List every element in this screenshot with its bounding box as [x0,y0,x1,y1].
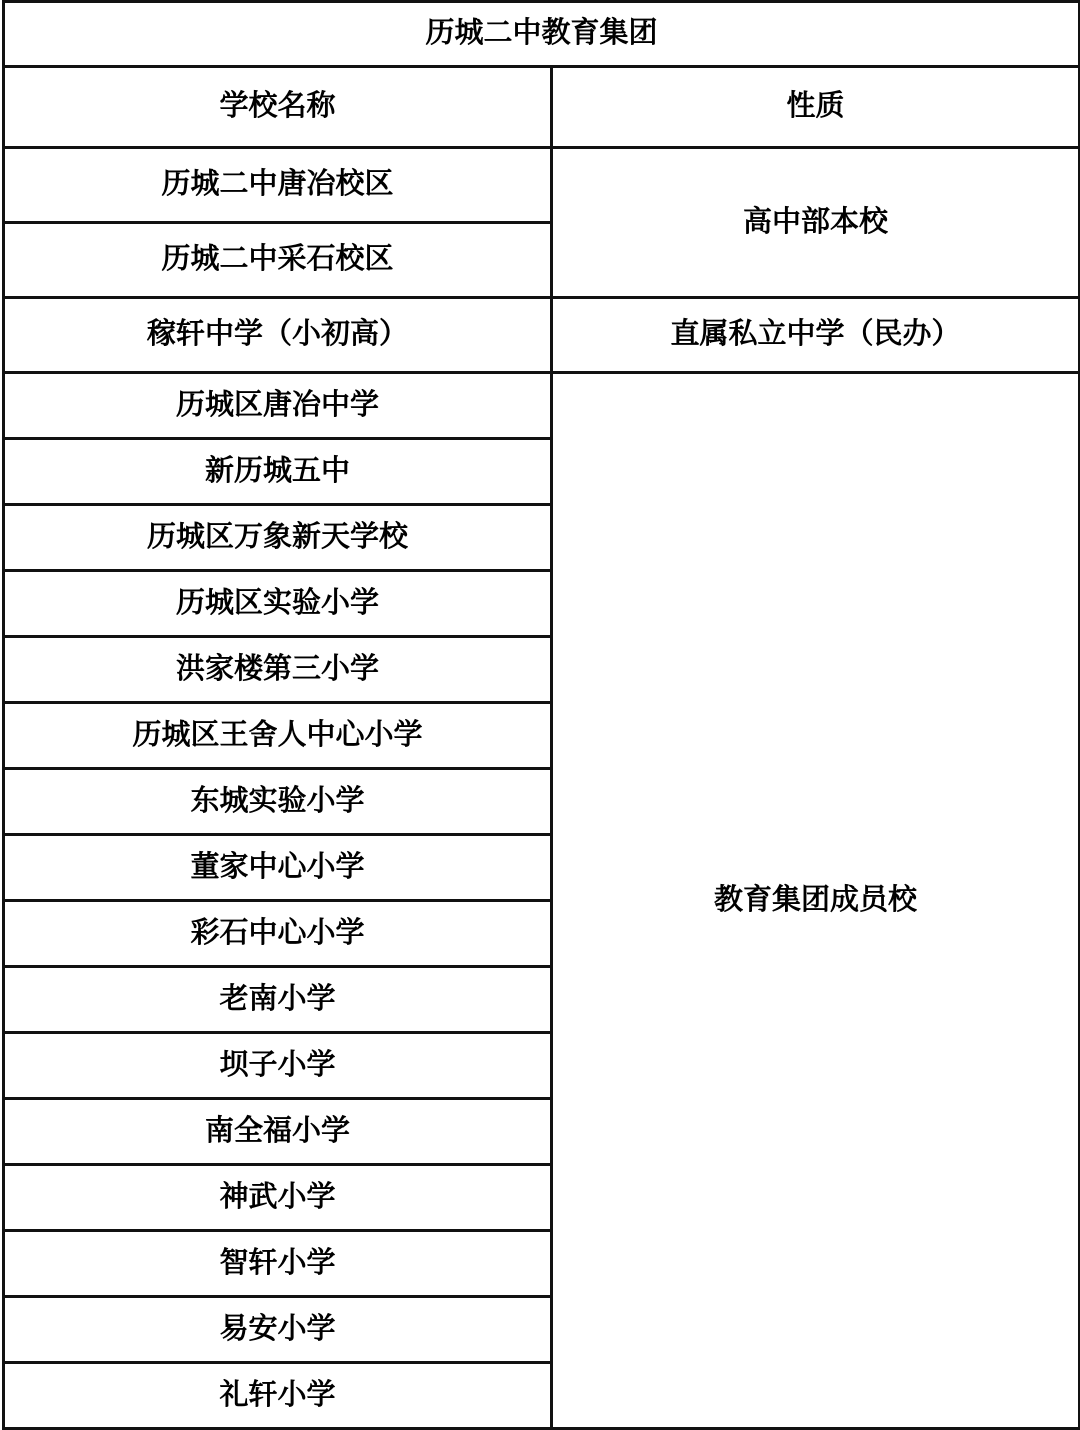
school-name-cell: 易安小学 [4,1297,552,1363]
school-name-cell: 彩石中心小学 [4,901,552,967]
school-type-cell: 高中部本校 [552,148,1080,298]
school-name-cell: 历城区实验小学 [4,571,552,637]
school-name-cell: 董家中心小学 [4,835,552,901]
education-group-table [2,0,1080,1430]
school-name-cell: 智轩小学 [4,1231,552,1297]
table-title: 历城二中教育集团 [4,2,1080,67]
school-type-cell: 教育集团成员校 [552,373,1080,1429]
school-name-cell: 南全福小学 [4,1099,552,1165]
table-header-row [4,67,1080,148]
school-name-cell: 东城实验小学 [4,769,552,835]
school-name-cell: 洪家楼第三小学 [4,637,552,703]
school-name-cell: 历城区万象新天学校 [4,505,552,571]
column-header-school-name: 学校名称 [4,67,552,148]
school-name-cell: 历城二中唐冶校区 [4,148,552,223]
table-title-row [4,2,1080,67]
school-name-cell: 礼轩小学 [4,1363,552,1429]
school-type-cell: 直属私立中学（民办） [552,298,1080,373]
school-name-cell: 历城区唐冶中学 [4,373,552,439]
school-name-cell: 神武小学 [4,1165,552,1231]
column-header-type: 性质 [552,67,1080,148]
school-name-cell: 老南小学 [4,967,552,1033]
school-name-cell: 新历城五中 [4,439,552,505]
table-row [4,148,1080,223]
school-name-cell: 坝子小学 [4,1033,552,1099]
school-name-cell: 历城区王舍人中心小学 [4,703,552,769]
school-name-cell: 历城二中采石校区 [4,223,552,298]
table-row [4,298,1080,373]
school-name-cell: 稼轩中学（小初高） [4,298,552,373]
table-row [4,373,1080,439]
